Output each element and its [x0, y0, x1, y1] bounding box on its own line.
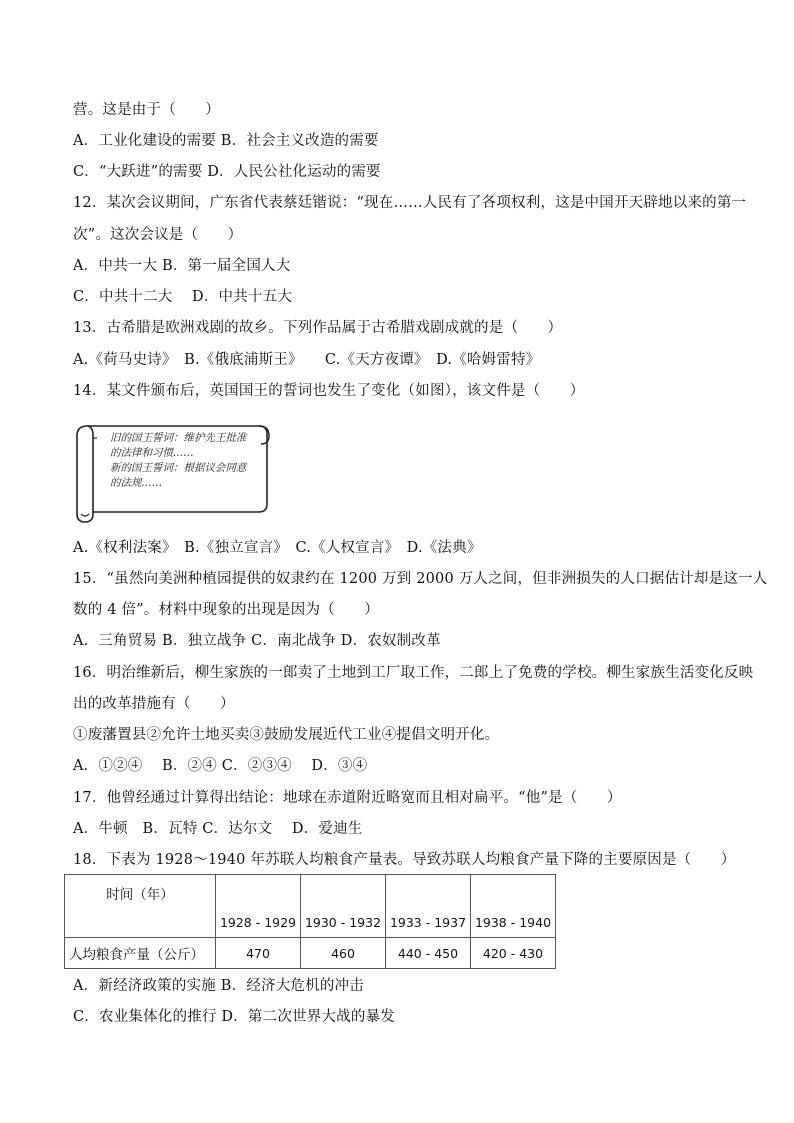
text-line: ①废藩置县②允许土地买卖③鼓励发展近代工业④提倡文明开化。 — [73, 727, 500, 743]
text-line: A．三角贸易 B．独立战争 C．南北战争 D．农奴制改革 — [73, 633, 441, 649]
text-line: 14．某文件颁布后，英国国王的誓词也发生了变化（如图），该文件是（ ） — [73, 383, 585, 399]
text-line: 出的改革措施有（ ） — [73, 696, 235, 712]
period-label: 1933 - 1937 — [389, 915, 467, 930]
scroll-line: 的法律和习惯…… — [110, 447, 194, 459]
table-header-cell — [65, 875, 216, 938]
text-line: 16．明治维新后，柳生家族的一郎卖了土地到工厂取工作，二郎上了免费的学校。柳生家族生活变化反映 — [73, 665, 754, 681]
period-label: 1928 - 1929 — [219, 915, 297, 930]
text-line: C．“大跃进”的需要 D．人民公社化运动的需要 — [73, 164, 381, 180]
table-header-cell — [386, 875, 471, 938]
table-header-cell — [301, 875, 386, 938]
table-header-cell — [216, 875, 301, 938]
text-line: 17．他曾经通过计算得出结论：地球在赤道附近略宽而且相对扁平。“他”是（ ） — [73, 790, 622, 806]
text-line: 营。这是由于（ ） — [73, 102, 220, 118]
text-line: 13．古希腊是欧洲戏剧的故乡。下列作品属于古希腊戏剧成就的是（ ） — [73, 320, 563, 336]
text-line: A．中共一大 B．第一届全国人大 — [73, 258, 291, 274]
scroll-line: 旧的国王誓词：维护先王批准 — [110, 432, 247, 444]
text-line: A．①②④ B．②④ C．②③④ D．③④ — [73, 758, 368, 774]
period-label: 1938 - 1940 — [474, 915, 552, 930]
text-line: A．新经济政策的实施 B．经济大危机的冲击 — [73, 978, 364, 994]
table-cell: 440 - 450 — [386, 938, 471, 969]
table-cell: 470 — [216, 938, 301, 969]
time-header-label: 时间（年） — [106, 887, 174, 903]
table-header-cell — [471, 875, 556, 938]
table-header-row — [65, 875, 556, 938]
text-line: A.《权利法案》 B.《独立宣言》 C.《人权宣言》 D.《法典》 — [73, 540, 482, 556]
table-cell: 420 - 430 — [471, 938, 556, 969]
text-line: 18．下表为 1928～1940 年苏联人均粮食产量表。导致苏联人均粮食产量下降的主要原因是（ ） — [73, 852, 736, 868]
text-line: C．农业集体化的推行 D．第二次世界大战的暴发 — [73, 1009, 395, 1025]
row-label: 人均粮食产量（公斤） — [65, 938, 216, 969]
period-label: 1930 - 1932 — [304, 915, 382, 930]
scroll-line: 的法规…… — [110, 477, 163, 489]
text-line: 数的 4 倍”。材料中现象的出现是因为（ ） — [73, 602, 379, 618]
text-line: C．中共十二大 D．中共十五大 — [73, 289, 293, 305]
text-line: 12．某次会议期间，广东省代表蔡廷锴说：“现在……人民有了各项权利，这是中国开天辟地以来的第一 — [73, 195, 747, 211]
grain-output-table — [64, 874, 556, 969]
scroll-line: 新的国王誓词：根据议会同意 — [110, 462, 247, 474]
text-line: A.《荷马史诗》 B.《俄底浦斯王》 C.《天方夜谭》 D.《哈姆雷特》 — [73, 352, 541, 368]
table-row — [65, 938, 556, 969]
table-cell: 460 — [301, 938, 386, 969]
text-line: A．工业化建设的需要 B．社会主义改造的需要 — [73, 133, 379, 149]
text-line: 次”。这次会议是（ ） — [73, 227, 243, 243]
text-line: 15．“虽然向美洲种植园提供的奴隶约在 1200 万到 2000 万人之间，但非洲损失的人口据估计却是这一人 — [73, 571, 768, 587]
text-line: A．牛顿 B．瓦特 C．达尔文 D．爱迪生 — [73, 821, 363, 837]
